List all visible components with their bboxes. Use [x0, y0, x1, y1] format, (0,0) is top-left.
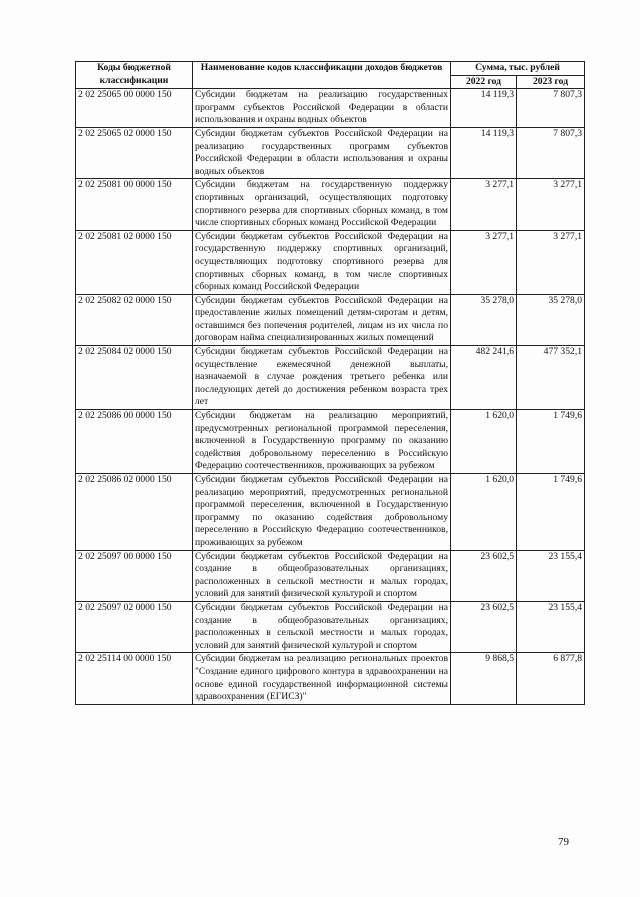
table-row [76, 89, 585, 128]
name-cell: Субсидии бюджетам на реализацию региональных проектов "Создание единого цифрового контура в здравоохранении на основе единой государственной информационной системы здравоохранения (ЕГИСЗ)" [193, 653, 451, 704]
name-cell: Субсидии бюджетам субъектов Российской Федерации на предоставление жилых помещений детям-сиротам и детям, оставшимся без попечения родителей, лицам из их числа по договорам найма специализированных жилых помещений [193, 294, 451, 345]
table-body [76, 89, 585, 705]
value-2022-cell: 3 277,1 [451, 179, 517, 230]
budget-table [75, 61, 585, 705]
table-row [76, 410, 585, 474]
value-2022-cell: 23 602,5 [451, 550, 517, 601]
value-2023-cell: 35 278,0 [517, 294, 585, 345]
value-2023-cell: 1 749,6 [517, 410, 585, 474]
table-row [76, 230, 585, 294]
header-year-2023: 2023 год [517, 75, 585, 89]
value-2023-cell: 477 352,1 [517, 346, 585, 410]
code-cell: 2 02 25084 02 0000 150 [76, 346, 193, 410]
code-cell: 2 02 25097 02 0000 150 [76, 601, 193, 652]
code-cell: 2 02 25086 02 0000 150 [76, 474, 193, 551]
value-2023-cell: 3 277,1 [517, 179, 585, 230]
name-cell: Субсидии бюджетам на реализацию государственных программ субъектов Российской Федерации в области использования и охраны водных объектов [193, 89, 451, 128]
name-cell: Субсидии бюджетам субъектов Российской Федерации на реализацию мероприятий, предусмотренных региональной программой переселения, включенной в Государственную программу по оказанию содействия добровольному переселению в Российскую Федерацию соотечественников, проживающих за рубежом [193, 474, 451, 551]
code-cell: 2 02 25081 00 0000 150 [76, 179, 193, 230]
value-2022-cell: 14 119,3 [451, 89, 517, 128]
value-2022-cell: 3 277,1 [451, 230, 517, 294]
table-row [76, 474, 585, 551]
name-cell: Субсидии бюджетам субъектов Российской Федерации на государственную поддержку спортивных организаций, осуществляющих подготовку спортивного резерва для спортивных сборных команд, в том числе спортивных сборных команд Российской Федерации [193, 230, 451, 294]
value-2023-cell: 23 155,4 [517, 601, 585, 652]
header-year-2022: 2022 год [451, 75, 517, 89]
value-2022-cell: 14 119,3 [451, 127, 517, 178]
value-2022-cell: 482 241,6 [451, 346, 517, 410]
code-cell: 2 02 25065 02 0000 150 [76, 127, 193, 178]
code-cell: 2 02 25081 02 0000 150 [76, 230, 193, 294]
value-2022-cell: 9 868,5 [451, 653, 517, 704]
value-2023-cell: 3 277,1 [517, 230, 585, 294]
header-name: Наименование кодов классификации доходов бюджетов [193, 62, 451, 89]
code-cell: 2 02 25114 00 0000 150 [76, 653, 193, 704]
name-cell: Субсидии бюджетам субъектов Российской Федерации на создание в общеобразовательных организациях, расположенных в сельской местности и малых городах, условий для занятий физической культурой и спортом [193, 550, 451, 601]
name-cell: Субсидии бюджетам субъектов Российской Федерации на реализацию государственных программ субъектов Российской Федерации в области использования и охраны водных объектов [193, 127, 451, 178]
name-cell: Субсидии бюджетам субъектов Российской Федерации на осуществление ежемесячной денежной выплаты, назначаемой в случае рождения третьего ребенка или последующих детей до достижения ребенком возраста трех лет [193, 346, 451, 410]
value-2022-cell: 23 602,5 [451, 601, 517, 652]
table-row [76, 179, 585, 230]
value-2023-cell: 7 807,3 [517, 89, 585, 128]
code-cell: 2 02 25097 00 0000 150 [76, 550, 193, 601]
value-2023-cell: 23 155,4 [517, 550, 585, 601]
page-number: 79 [558, 836, 569, 848]
header-sum: Сумма, тыс. рублей [451, 62, 585, 76]
value-2023-cell: 7 807,3 [517, 127, 585, 178]
name-cell: Субсидии бюджетам субъектов Российской Федерации на создание в общеобразовательных организациях, расположенных в сельской местности и малых городах, условий для занятий физической культурой и спортом [193, 601, 451, 652]
header-codes: Коды бюджетной классификации [76, 62, 193, 89]
code-cell: 2 02 25082 02 0000 150 [76, 294, 193, 345]
name-cell: Субсидии бюджетам на государственную поддержку спортивных организаций, осуществляющих подготовку спортивного резерва для спортивных сборных команд, в том числе спортивных сборных команд Российской Федерации [193, 179, 451, 230]
value-2023-cell: 1 749,6 [517, 474, 585, 551]
table-row [76, 653, 585, 704]
value-2022-cell: 1 620,0 [451, 410, 517, 474]
table-row [76, 601, 585, 652]
code-cell: 2 02 25086 00 0000 150 [76, 410, 193, 474]
value-2023-cell: 6 877,8 [517, 653, 585, 704]
name-cell: Субсидии бюджетам на реализацию мероприятий, предусмотренных региональной программой переселения, включенной в Государственную программу по оказанию содействия добровольному переселению в Российскую Федерацию соотечественников, проживающих за рубежом [193, 410, 451, 474]
table-row [76, 294, 585, 345]
table-row [76, 550, 585, 601]
table-row [76, 346, 585, 410]
value-2022-cell: 35 278,0 [451, 294, 517, 345]
code-cell: 2 02 25065 00 0000 150 [76, 89, 193, 128]
value-2022-cell: 1 620,0 [451, 474, 517, 551]
table-row [76, 127, 585, 178]
